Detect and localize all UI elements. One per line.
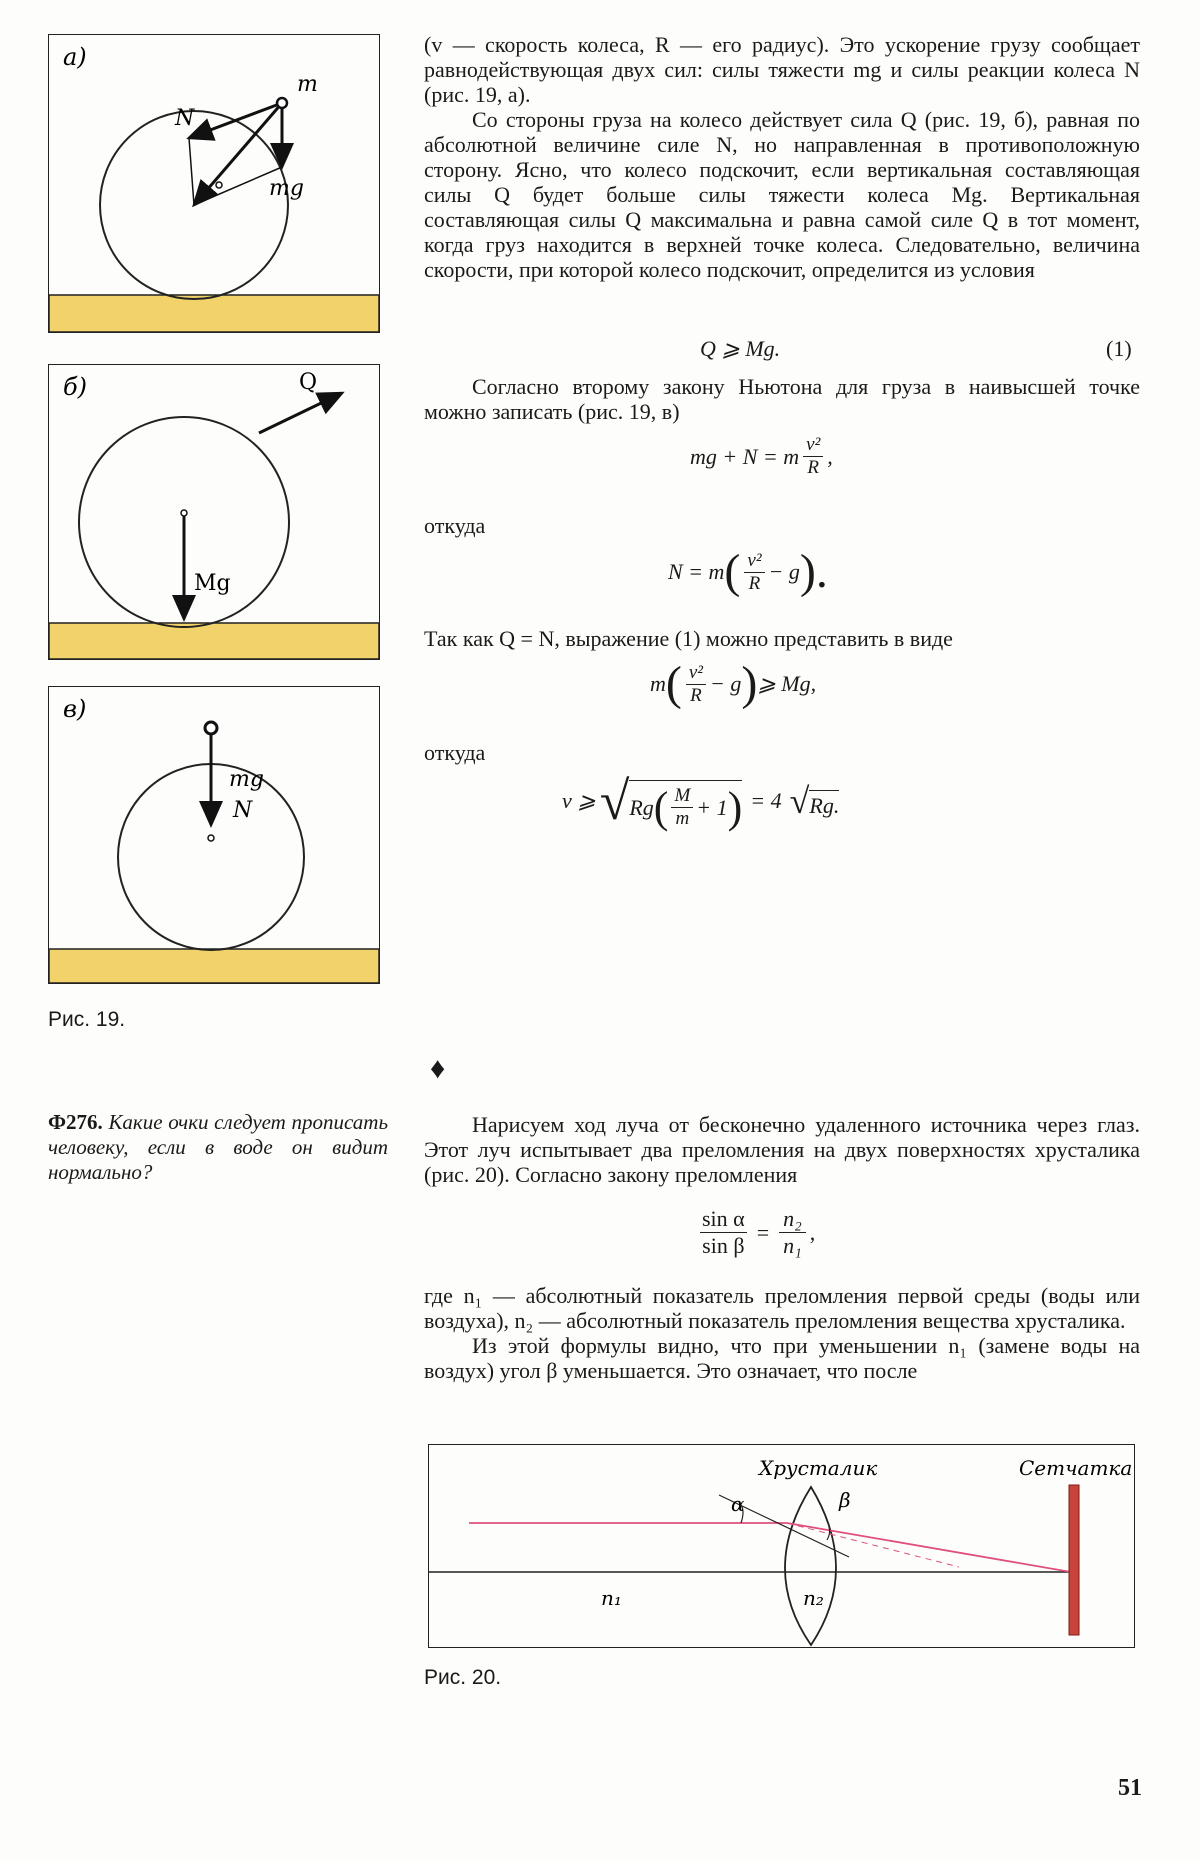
paren-close: ) bbox=[727, 782, 743, 832]
wheel-center bbox=[216, 182, 222, 188]
fraction bbox=[779, 1206, 806, 1259]
fig19-panel-c-drawing bbox=[49, 687, 379, 983]
fraction bbox=[803, 434, 823, 479]
equation-1: Q ⩾ Mg. bbox=[700, 336, 781, 361]
lens-label: Хрусталик bbox=[759, 1456, 878, 1480]
panel-label: а) bbox=[63, 43, 87, 71]
fraction-num: sin α bbox=[702, 1206, 745, 1231]
fraction-den: n₁ bbox=[783, 1233, 802, 1258]
n-label: N bbox=[233, 798, 253, 823]
eq-tail: , bbox=[809, 1219, 816, 1245]
fraction-den: m bbox=[675, 808, 690, 829]
paren-open: ( bbox=[653, 782, 669, 832]
eq-left: v ⩾ bbox=[562, 788, 596, 813]
equation-snell bbox=[700, 1206, 815, 1259]
problem-statement bbox=[48, 1110, 388, 1185]
equation-3 bbox=[668, 545, 828, 598]
equation-4 bbox=[650, 657, 817, 710]
mg-label: mg bbox=[269, 176, 304, 201]
retina bbox=[1069, 1485, 1079, 1635]
problem-id: Ф276. bbox=[48, 1110, 103, 1134]
paragraph: Согласно второму закону Ньютона для груза в наивысшей точке можно записать (рис. 19, в) bbox=[424, 374, 1140, 424]
fraction-num: v² bbox=[744, 550, 764, 573]
paragraph: Так как Q = N, выражение (1) можно представить в виде bbox=[424, 626, 953, 651]
floor bbox=[49, 295, 379, 332]
m-label: m bbox=[297, 72, 318, 97]
equation-5 bbox=[562, 772, 839, 830]
lens bbox=[785, 1487, 836, 1645]
eq-tail: , bbox=[827, 443, 833, 469]
fig19-panel-b-drawing bbox=[49, 365, 379, 659]
eq-eq: = 4 bbox=[750, 788, 782, 813]
fraction-num: v² bbox=[686, 662, 706, 685]
fig19-panel-c bbox=[48, 686, 380, 984]
fig19-panel-a bbox=[48, 34, 380, 333]
wheel-center bbox=[208, 835, 214, 841]
otkuda-1: откуда bbox=[424, 513, 486, 538]
equation-1-number: (1) bbox=[1106, 336, 1132, 361]
n1-label: n₁ bbox=[601, 1586, 622, 1610]
page-number: 51 bbox=[1118, 1775, 1142, 1801]
fraction-num: v² bbox=[803, 434, 823, 457]
equals: = bbox=[756, 1219, 770, 1245]
fig20-caption: Рис. 20. bbox=[424, 1666, 502, 1689]
beta-arc bbox=[827, 1527, 830, 1540]
paren-close: ) bbox=[741, 657, 758, 710]
paragraph: (v — скорость колеса, R — его радиус). Это ускорение грузу сообщает равнодействующая двух сил: силы тяжести mg и силы реакции колеса N (рис. 19, а). bbox=[424, 32, 1140, 107]
fraction bbox=[700, 1206, 747, 1259]
wheel-center bbox=[181, 510, 187, 516]
floor bbox=[49, 623, 379, 659]
fig19-panel-a-drawing bbox=[49, 35, 379, 332]
fraction-den: R bbox=[690, 684, 702, 706]
fig20-drawing bbox=[429, 1445, 1134, 1647]
floor bbox=[49, 949, 379, 983]
eq-left: m bbox=[650, 671, 666, 696]
bottom-text-block bbox=[424, 1283, 1140, 1383]
mg-label: mg bbox=[229, 767, 264, 792]
n-label: N bbox=[175, 106, 195, 131]
eq-plus: + 1 bbox=[696, 794, 728, 820]
eq-right: ⩾ Mg, bbox=[757, 671, 817, 696]
fraction-num: M bbox=[671, 785, 693, 808]
panel-label: в) bbox=[63, 695, 87, 723]
paragraph: Со стороны груза на колесо действует сила Q (рис. 19, б), равная по абсолютной величине силе N, но направленная в противоположную сторону. Ясно, что колесо подскочит, если вертикальная составляющая силы Q будет больше силы тяжести колеса Mg. Вертикальная составляющая силы Q максимальна и равна самой силе Q в тот момент, когда груз находится в верхней точке колеса. Следовательно, величина скорости, при которой колесо подскочит, определится из условия bbox=[424, 107, 1140, 282]
beta-label: β bbox=[839, 1488, 851, 1512]
equation-2 bbox=[690, 434, 833, 479]
paragraph: где n₁ — абсолютный показатель преломления первой среды (воды или воздуха), n₂ — абсолютный показатель преломления вещества хрусталика. bbox=[424, 1283, 1140, 1333]
fraction-den: sin β bbox=[702, 1233, 745, 1258]
fraction-num: n₂ bbox=[779, 1206, 806, 1233]
eq-mid: − g bbox=[710, 671, 742, 696]
parallelogram-side bbox=[189, 138, 194, 205]
q-arrow bbox=[259, 393, 342, 433]
load-point bbox=[205, 722, 217, 734]
section-divider: ♦ bbox=[430, 1052, 446, 1085]
fig20 bbox=[428, 1444, 1135, 1648]
fraction bbox=[686, 662, 706, 707]
fraction bbox=[744, 550, 764, 595]
panel-label: б) bbox=[63, 373, 88, 401]
alpha-label: α bbox=[731, 1492, 745, 1516]
fig19-caption: Рис. 19. bbox=[48, 1008, 126, 1031]
eq-tail: − g bbox=[768, 559, 800, 584]
sqrt-body bbox=[629, 780, 742, 830]
problem-question: Какие очки следует прописать человеку, если в воде он видит нормально? bbox=[48, 1110, 389, 1184]
sqrt-sign: √ bbox=[789, 781, 810, 821]
fraction bbox=[671, 785, 693, 830]
fraction-den: R bbox=[748, 572, 761, 594]
paren-close: ). bbox=[799, 545, 828, 598]
unrefracted-path bbox=[787, 1523, 959, 1567]
load-point bbox=[277, 98, 287, 108]
paragraph: Из этой формулы видно, что при уменьшении n₁ (замене воды на воздух) угол β уменьшается. Это означает, что после bbox=[424, 1333, 1140, 1383]
otkuda-2: откуда bbox=[424, 740, 486, 765]
mg-label: Mg bbox=[194, 571, 231, 596]
fraction-den: R bbox=[807, 457, 820, 478]
eq-rg: Rg bbox=[629, 794, 654, 820]
retina-label: Сетчатка bbox=[1019, 1456, 1133, 1480]
eq-rad: Rg. bbox=[809, 790, 839, 819]
q-label: Q bbox=[299, 370, 318, 395]
eq-left: mg + N = m bbox=[690, 443, 800, 469]
n2-label: n₂ bbox=[803, 1586, 824, 1610]
paren-open: ( bbox=[665, 657, 682, 710]
paren-open: ( bbox=[724, 545, 741, 598]
sqrt-sign: √ bbox=[599, 771, 630, 831]
eq-left: N = m bbox=[668, 559, 725, 584]
fig19-panel-b bbox=[48, 364, 380, 660]
paragraph: Нарисуем ход луча от бесконечно удаленного источника через глаз. Этот луч испытывает два преломления на двух поверхностях хрусталика (рис. 20). Согласно закону преломления bbox=[424, 1112, 1140, 1187]
top-text-block bbox=[424, 32, 1140, 282]
